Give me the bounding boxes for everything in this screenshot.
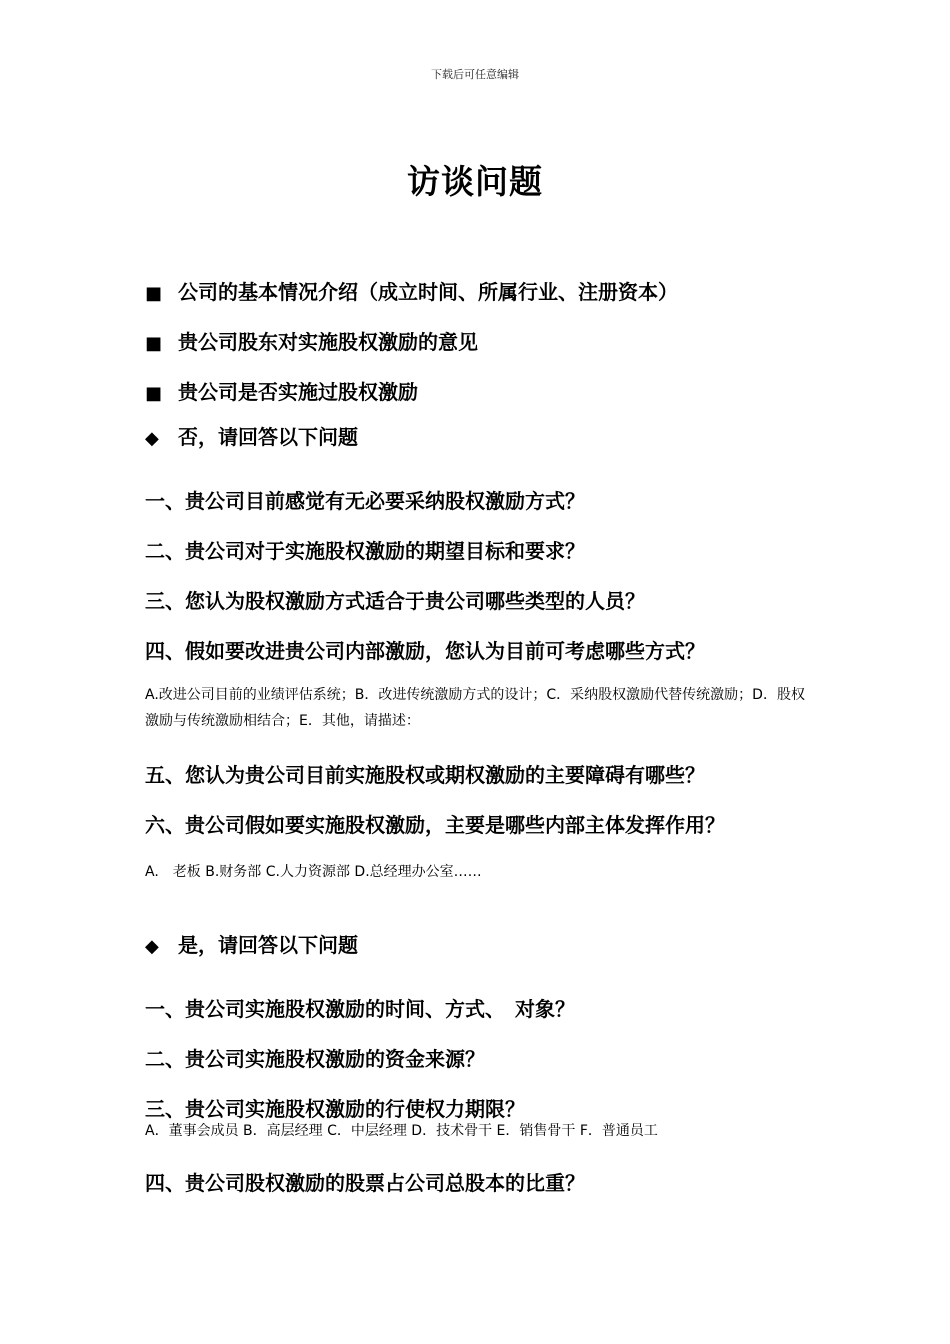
page-title: 访谈问题 — [407, 162, 543, 201]
question-no-5: 五、您认为贵公司目前实施股权或期权激励的主要障碍有哪些？ — [145, 763, 705, 787]
section-heading-text: 否，请回答以下问题 — [178, 425, 358, 449]
section-heading-yes — [145, 929, 358, 958]
question-yes-1: 一、贵公司实施股权激励的时间、方式、 对象？ — [145, 997, 575, 1021]
question-yes-4: 四、贵公司股权激励的股票占公司总股本的比重？ — [145, 1171, 585, 1195]
question-yes-3-options: A．董事会成员 B．高层经理 C．中层经理 D．技术骨干 E．销售骨干 F．普通员工 — [145, 1123, 658, 1139]
question-no-1: 一、贵公司目前感觉有无必要采纳股权激励方式？ — [145, 489, 585, 513]
question-no-2: 二、贵公司对于实施股权激励的期望目标和要求？ — [145, 539, 585, 563]
question-yes-3: 三、贵公司实施股权激励的行使权力期限？ — [145, 1097, 525, 1121]
bullet-text: 公司的基本情况介绍（成立时间、所属行业、注册资本） — [178, 280, 678, 304]
question-yes-2: 二、贵公司实施股权激励的资金来源？ — [145, 1047, 485, 1071]
header-note: 下载后可任意编辑 — [431, 68, 519, 81]
question-no-3: 三、您认为股权激励方式适合于贵公司哪些类型的人员？ — [145, 589, 645, 613]
question-no-6-options: A. 老板 B.财务部 C.人力资源部 D.总经理办公室…… — [145, 864, 482, 880]
bullet-text: 贵公司股东对实施股权激励的意见 — [178, 330, 478, 354]
bullet-text: 贵公司是否实施过股权激励 — [178, 380, 418, 404]
question-no-4: 四、假如要改进贵公司内部激励，您认为目前可考虑哪些方式？ — [145, 639, 705, 663]
bullet-item-company-intro — [145, 276, 678, 305]
bullet-item-implemented — [145, 376, 418, 405]
section-heading-text: 是，请回答以下问题 — [178, 933, 358, 957]
diamond-bullet-icon: ◆ — [145, 936, 159, 957]
section-heading-no — [145, 421, 358, 450]
diamond-bullet-icon: ◆ — [145, 428, 159, 449]
square-bullet-icon: ■ — [145, 283, 163, 304]
bullet-item-shareholder-opinion — [145, 326, 478, 355]
question-no-4-options: A.改进公司目前的业绩评估系统；B．改进传统激励方式的设计；C．采纳股权激励代替传统激励；D．股权激励与传统激励相结合；E．其他，请描述： — [145, 687, 805, 729]
question-no-6: 六、贵公司假如要实施股权激励，主要是哪些内部主体发挥作用？ — [145, 813, 725, 837]
square-bullet-icon: ■ — [145, 383, 163, 404]
square-bullet-icon: ■ — [145, 333, 163, 354]
